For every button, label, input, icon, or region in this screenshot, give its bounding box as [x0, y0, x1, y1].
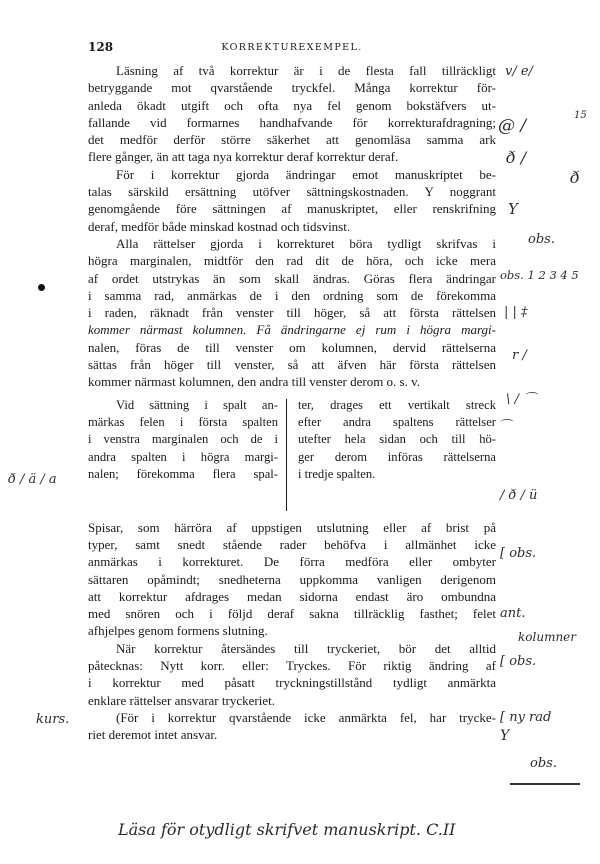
text-line: fallande vid formarnes handhafvande för korrekturafdragning;	[88, 114, 496, 130]
handwritten-footer-note: Läsa för otydligt skrifvet manuskript. C.II	[118, 820, 456, 839]
margin-note: Y	[500, 728, 510, 744]
text-line: med snören och i följd deraf sakna tillräcklig fasthet; felet	[88, 606, 496, 622]
text-line: flere gånger, än att taga nya korrektur deraf korrektur deraf.	[88, 149, 399, 165]
margin-note: ant.	[500, 606, 526, 621]
text-line: i raden, räknadt från venster till höger, så att första rättelsen	[88, 305, 496, 321]
margin-note: [ obs.	[500, 654, 537, 669]
running-title: KORREKTUREXEMPEL.	[221, 42, 363, 53]
paragraph-2	[88, 166, 496, 235]
left-column	[88, 397, 278, 483]
page-number: 128	[88, 40, 114, 54]
text-line: i tredje spalten.	[298, 466, 376, 481]
margin-note: ð /	[506, 148, 527, 167]
text-line: nalen; förekomma flera spal-	[88, 466, 278, 481]
text-line: i korrektur med påsatt tryckningstillstånd tydligt anmärkta	[88, 675, 496, 691]
margin-note: obs.	[530, 756, 557, 771]
text-line: Spisar, som härröra af uppstigen utslutning eller af brist på	[88, 519, 496, 535]
margin-note: \ / ⌒	[506, 392, 537, 407]
text-line: att korrektur afdrages medan sidorna endast äro ombundna	[88, 588, 496, 604]
margin-note: obs. 1 2 3 4 5	[500, 268, 579, 282]
text-line: anmärkas i korrekturet. De förra medföra eller ombyter	[88, 554, 496, 570]
text-line: påtecknas: Nytt korr. eller: Tryckes. För riktig ändring af	[88, 658, 496, 674]
text-line: efter andra spaltens rättelser	[298, 414, 496, 429]
paragraph-6	[88, 709, 496, 744]
text-line: enklare rättelser ansvarar tryckeriet.	[88, 692, 275, 708]
margin-dot	[38, 284, 45, 291]
text-line: När korrektur återsändes till tryckeriet, bör det alltid	[116, 640, 496, 656]
paragraph-1	[88, 62, 496, 166]
text-line: i samma rad, anmärkas de i den ordning som de förekomma	[88, 287, 496, 303]
text-line: kommer närmast kolumnen. Få ändringarne ej rum i högra margi-	[88, 322, 496, 338]
text-line: (För i korrektur qvarstående icke anmärkta fel, har trycke-	[116, 709, 496, 725]
main-text-column	[88, 62, 496, 744]
column-divider	[286, 399, 287, 511]
text-line: För i korrektur gjorda ändringar emot manuskriptet be-	[116, 166, 496, 182]
text-line: högra marginalen, midtför den rad dit de höra, och icke mera	[88, 253, 496, 269]
struck-margin-note	[510, 783, 580, 785]
text-line: deraf, medför både minskad kostnad och tidsvinst.	[88, 218, 351, 234]
margin-note: / ð / ü	[500, 488, 538, 503]
margin-note: kurs.	[36, 712, 70, 727]
paragraph-5	[88, 640, 496, 709]
margin-note: kolumner	[518, 630, 577, 644]
text-line: Läsning af två korrektur är i de flesta fall tillräckligt	[116, 63, 496, 78]
margin-note: ð / ä / a	[8, 472, 57, 487]
right-column	[298, 397, 496, 483]
text-line: talas särskild ersättning utöfver sättningskostnaden. Y noggrant	[88, 184, 496, 200]
margin-note: ⌒	[498, 419, 512, 434]
text-line: ter, drages ett vertikalt streck	[298, 397, 496, 412]
margin-note: @ /	[498, 116, 527, 136]
text-line: det medför derför större säkerhet att genomläsa samma ark	[88, 132, 496, 148]
text-line: ger derom införas rättelserna	[298, 449, 496, 464]
page-header	[88, 40, 496, 56]
text-line: i venstra marginalen och de i	[88, 432, 278, 447]
margin-note: [ obs.	[500, 546, 537, 561]
text-line: genomgående före sättningen af manuskriptet, eller renskrifning	[88, 201, 496, 217]
text-line: betryggande mot qvarstående tryckfel. Många korrektur för-	[88, 80, 496, 96]
margin-note: v/ e/	[505, 64, 533, 79]
text-line: typer, samt snedt stående rader behöfva i allmänhet icke	[88, 536, 496, 552]
text-line: sättas från höger till venster, så att äfven här första rättelsen	[88, 357, 496, 373]
margin-note: ð	[570, 168, 580, 187]
text-line: nalen, föras de till venster om kolumnen, dervid rättelserna	[88, 339, 496, 355]
margin-note: obs.	[528, 232, 555, 247]
text-line: af ordet utstrykas än som skall ändras. Göras flera ändringar	[88, 270, 496, 286]
text-line: Alla rättelser gjorda i korrekturet böra tydligt skrifvas i	[116, 235, 496, 251]
text-line: afhjelpes genom formens slutning.	[88, 623, 268, 639]
text-line: utefter hela sidan och till hö-	[298, 432, 496, 447]
text-line: märkas felen i första spalten	[88, 414, 278, 429]
paragraph-3	[88, 235, 496, 391]
text-line: anleda ökadt utgift och ofta nya fel genom bokstäfvers ut-	[88, 97, 496, 113]
two-column-block	[88, 397, 496, 517]
text-line: riet deremot intet ansvar.	[88, 727, 218, 743]
margin-note: [ ny rad	[500, 710, 552, 725]
text-line: Vid sättning i spalt an-	[116, 397, 278, 412]
text-line: andra spalten i högra margi-	[88, 449, 278, 464]
margin-note: 15	[574, 110, 587, 121]
text-line: kommer närmast kolumnen, den andra till venster derom o. s. v.	[88, 374, 421, 390]
text-line: sättaren opåmindt; snedheterna uppkomma vanligen derigenom	[88, 571, 496, 587]
margin-note: r /	[512, 348, 527, 363]
margin-note: | | ‡	[504, 305, 528, 320]
margin-note: Y	[508, 200, 518, 218]
paragraph-4	[88, 519, 496, 640]
